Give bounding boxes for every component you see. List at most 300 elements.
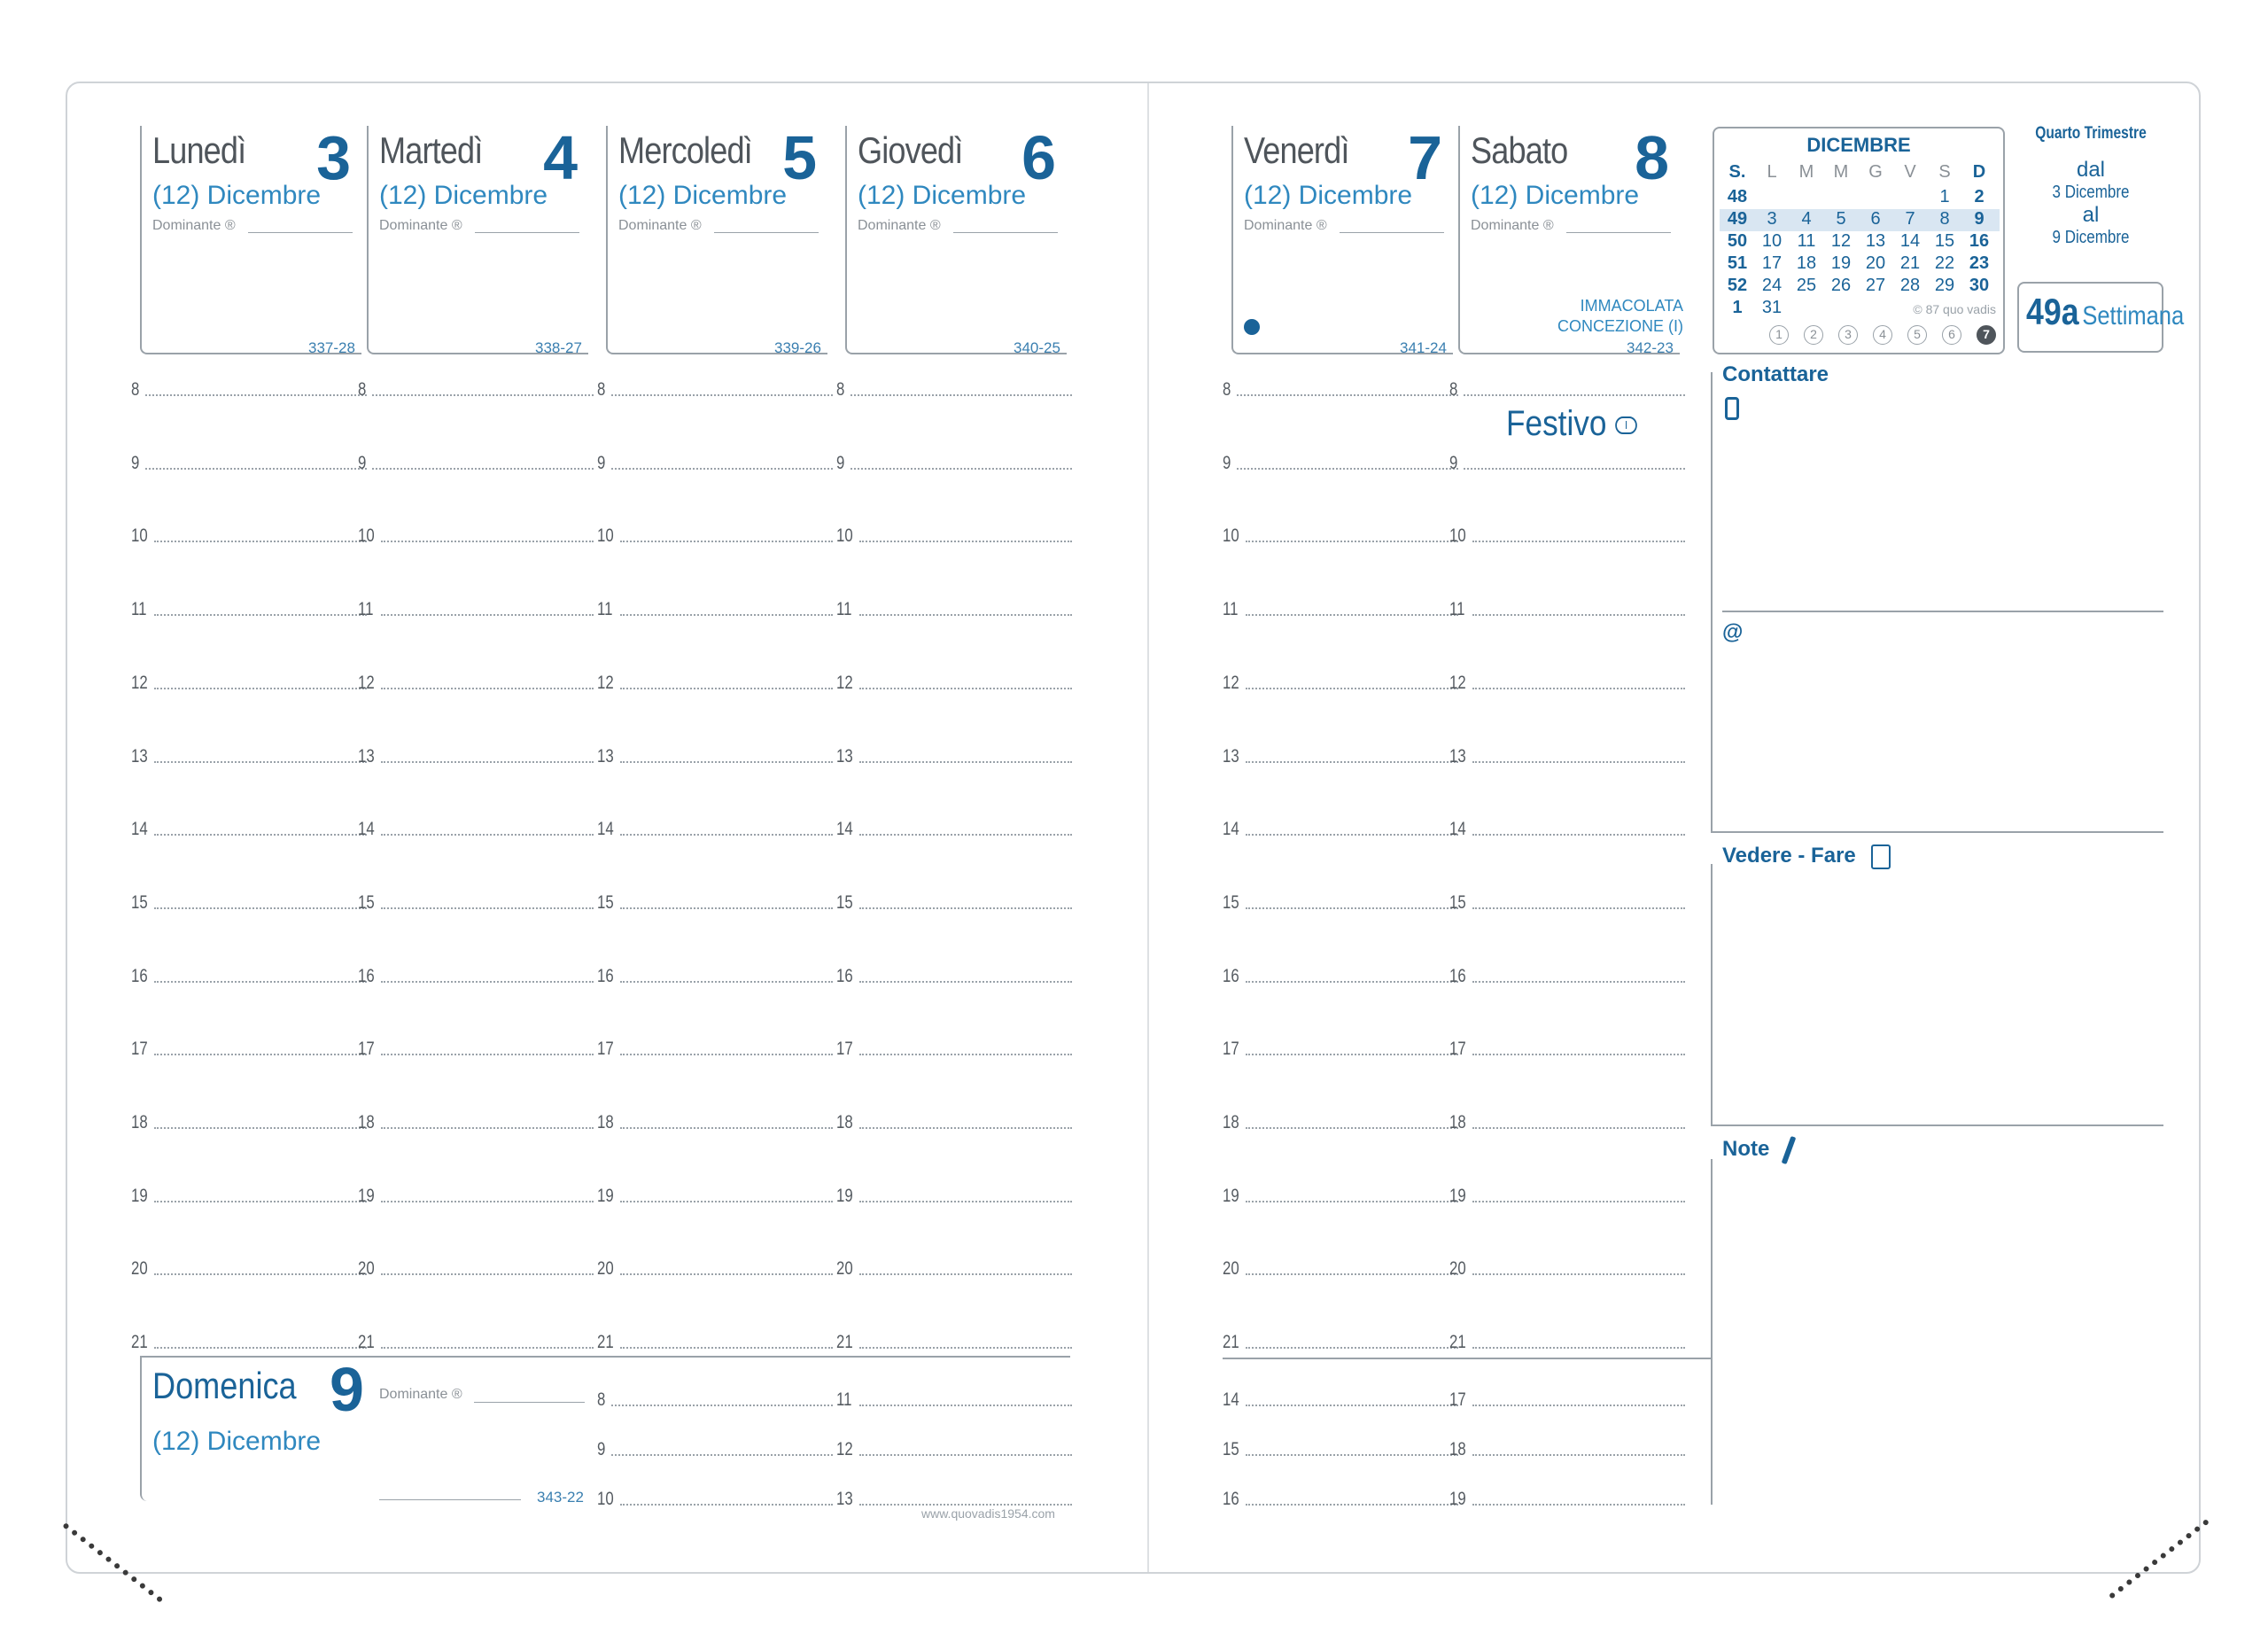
hour-slot[interactable] [358, 887, 597, 914]
hour-slot[interactable] [1449, 1253, 1689, 1280]
hour-slot[interactable] [1449, 447, 1689, 474]
day-cell: 28 [1899, 276, 1921, 295]
hour-line [620, 541, 833, 542]
hour-label: 8 [836, 379, 845, 400]
hour-line [381, 1347, 594, 1349]
hour-line [1472, 981, 1685, 983]
hour-line [1472, 907, 1685, 909]
sunday-hour-slot[interactable] [1449, 1483, 1689, 1510]
day-cell: 12 [1830, 231, 1852, 251]
hour-slot[interactable] [1449, 813, 1689, 840]
hour-line [1472, 541, 1685, 542]
hour-slot[interactable] [1449, 1327, 1689, 1353]
mini-calendar-copyright: © 87 quo vadis [1913, 302, 1996, 316]
hour-slot[interactable] [836, 1180, 1076, 1207]
hour-line [859, 761, 1072, 763]
contattare-heading: Contattare [1722, 362, 1829, 386]
hour-line [1246, 541, 1458, 542]
hour-label: 14 [1223, 819, 1239, 840]
hour-slot[interactable] [836, 1033, 1076, 1060]
hour-slot[interactable] [1449, 520, 1689, 547]
hour-slot[interactable] [358, 741, 597, 767]
hour-line [611, 394, 833, 396]
hour-slot[interactable] [597, 1327, 836, 1353]
hour-line [859, 1201, 1072, 1202]
hour-slot[interactable] [358, 1327, 597, 1353]
hour-label: 17 [1223, 1039, 1239, 1060]
hour-slot[interactable] [1449, 374, 1689, 401]
day-cell: 25 [1796, 276, 1817, 295]
hour-label: 11 [1223, 599, 1239, 620]
hour-line [154, 834, 367, 836]
hour-label: 8 [597, 379, 606, 400]
phone-icon [1725, 397, 1739, 420]
hour-slot[interactable] [597, 594, 836, 620]
sunday-hour-slot[interactable] [1223, 1434, 1462, 1460]
hour-line [1246, 1127, 1458, 1129]
weekday-circle: 7 [1977, 325, 1996, 345]
hour-label: 17 [1449, 1039, 1466, 1060]
hour-slot[interactable] [836, 667, 1076, 694]
hour-line [859, 981, 1072, 983]
hour-line [1237, 394, 1458, 396]
hour-slot[interactable] [131, 667, 370, 694]
hour-slot[interactable] [836, 1253, 1076, 1280]
hour-slot[interactable] [1223, 887, 1462, 914]
hour-slot[interactable] [597, 520, 836, 547]
hour-slot[interactable] [597, 813, 836, 840]
hour-line [381, 1054, 594, 1055]
at-rule [1711, 831, 2163, 833]
hour-line [154, 1054, 367, 1055]
hour-line [620, 907, 833, 909]
day-cell: 6 [1870, 209, 1881, 229]
sunday-hour-slot[interactable] [597, 1483, 836, 1510]
hour-label: 15 [131, 891, 148, 913]
hour-label: 15 [1223, 1439, 1239, 1459]
hour-line [1472, 1347, 1685, 1349]
sunday-dominante-line [474, 1402, 585, 1403]
quarter-from: 3 Dicembre [2052, 183, 2130, 202]
hour-line [1246, 1405, 1458, 1406]
mini-calendar-week [1720, 231, 2000, 253]
hour-line [1472, 688, 1685, 689]
hour-label: 11 [597, 599, 613, 620]
hour-label: 8 [131, 379, 140, 400]
day-cell: 30 [1969, 276, 1990, 295]
hour-slot[interactable] [131, 1033, 370, 1060]
sunday-dominante: Dominante ® [379, 1387, 462, 1402]
hour-slot[interactable] [131, 374, 370, 401]
hour-slot[interactable] [1223, 1327, 1462, 1353]
hour-label: 13 [1449, 745, 1466, 767]
hour-slot[interactable] [836, 1327, 1076, 1353]
hour-line [1246, 981, 1458, 983]
day-header-mercoledì [606, 123, 827, 354]
sunday-top-rule [140, 1356, 1070, 1358]
hour-slot[interactable] [358, 1107, 597, 1133]
hour-line [381, 688, 594, 689]
day-cell: 16 [1969, 231, 1990, 251]
hour-label: 18 [358, 1112, 375, 1132]
day-cell: 29 [1934, 276, 1955, 295]
hour-slot[interactable] [1223, 520, 1462, 547]
hour-line [620, 1504, 833, 1506]
hour-line [154, 541, 367, 542]
hour-line [611, 1454, 833, 1456]
hour-slot[interactable] [358, 594, 597, 620]
quarter-dal: dal [2076, 158, 2106, 182]
hour-slot[interactable] [1449, 594, 1689, 620]
hour-slot[interactable] [1223, 374, 1462, 401]
hour-line [372, 394, 594, 396]
hour-line [859, 1347, 1072, 1349]
hour-label: 17 [131, 1039, 148, 1060]
hour-label: 12 [836, 1439, 853, 1459]
day-number: 6 [1021, 123, 1056, 192]
hour-slot[interactable] [1223, 741, 1462, 767]
hour-slot[interactable] [836, 741, 1076, 767]
hour-label: 8 [597, 1389, 606, 1410]
hour-line [145, 394, 367, 396]
mini-calendar-week [1720, 276, 2000, 298]
hour-slot[interactable] [131, 520, 370, 547]
day-month: (12) Dicembre [379, 181, 548, 210]
hour-label: 13 [131, 745, 148, 767]
sunday-hour-slot[interactable] [836, 1384, 1076, 1411]
hour-slot[interactable] [836, 447, 1076, 474]
sunday-hour-slot[interactable] [1449, 1434, 1689, 1460]
day-header-martedì [367, 123, 588, 354]
week-label: Settimana [2082, 301, 2185, 331]
hour-line [859, 1454, 1072, 1456]
hour-slot[interactable] [131, 961, 370, 987]
hour-label: 12 [131, 672, 148, 693]
day-month: (12) Dicembre [858, 181, 1027, 210]
hour-slot[interactable] [597, 447, 836, 474]
hour-slot[interactable] [836, 374, 1076, 401]
mini-calendar-title: DICEMBRE [1806, 134, 1911, 156]
week-number-cell: 52 [1727, 276, 1748, 295]
dominante-line [1340, 232, 1444, 233]
hour-line [1472, 1273, 1685, 1275]
week-number-cell: 49 [1727, 209, 1748, 229]
hour-slot[interactable] [131, 1327, 370, 1353]
hour-label: 9 [597, 452, 606, 473]
hour-label: 19 [1449, 1489, 1466, 1509]
hour-line [859, 1054, 1072, 1055]
hour-slot[interactable] [358, 667, 597, 694]
hour-label: 21 [836, 1332, 853, 1353]
hour-label: 18 [131, 1112, 148, 1132]
sunday-hour-slot[interactable] [597, 1434, 836, 1460]
hour-label: 18 [597, 1112, 614, 1132]
hour-line [381, 981, 594, 983]
weekday-header: M [1798, 162, 1814, 182]
at-icon: @ [1722, 620, 1744, 644]
weekday-header: V [1904, 162, 1916, 182]
hour-slot[interactable] [1449, 741, 1689, 767]
hour-line [859, 614, 1072, 616]
hour-label: 13 [1223, 745, 1239, 767]
hour-slot[interactable] [1449, 1033, 1689, 1060]
day-cell: 7 [1905, 209, 1915, 229]
hour-line [154, 1347, 367, 1349]
hour-label: 12 [836, 672, 853, 693]
dominante-line [1566, 232, 1671, 233]
hour-slot[interactable] [597, 374, 836, 401]
weekday-circle: 6 [1942, 325, 1961, 345]
hour-line [1472, 1405, 1685, 1406]
hour-line [620, 614, 833, 616]
sunday-hour-slot[interactable] [836, 1434, 1076, 1460]
hour-slot[interactable] [131, 1180, 370, 1207]
day-cell: 17 [1761, 253, 1783, 273]
hour-line [1246, 761, 1458, 763]
hour-slot[interactable] [1449, 887, 1689, 914]
day-header-giovedì [845, 123, 1067, 354]
hour-slot[interactable] [597, 741, 836, 767]
hour-label: 11 [131, 599, 147, 620]
hour-line [381, 1201, 594, 1202]
week-number-cell: 51 [1727, 253, 1748, 273]
day-month: (12) Dicembre [1471, 181, 1640, 210]
day-cell: 20 [1865, 253, 1886, 273]
day-of-year: 341-24 [1400, 339, 1447, 356]
day-cell: 3 [1767, 209, 1777, 229]
hour-label: 21 [1223, 1332, 1239, 1353]
hour-line [381, 541, 594, 542]
hour-label: 11 [836, 599, 852, 620]
hour-label: 16 [1223, 1489, 1239, 1509]
hour-slot[interactable] [597, 1253, 836, 1280]
vedere-left-rule [1711, 864, 1713, 1125]
hour-label: 17 [597, 1039, 614, 1060]
hour-label: 19 [836, 1185, 853, 1206]
day-name: Venerdì [1244, 129, 1349, 171]
hour-line [381, 614, 594, 616]
hour-label: 9 [836, 452, 845, 473]
hour-slot[interactable] [836, 887, 1076, 914]
sunday-month: (12) Dicembre [152, 1427, 322, 1456]
hour-line [1472, 1054, 1685, 1055]
hour-slot[interactable] [597, 887, 836, 914]
hour-label: 19 [1449, 1185, 1466, 1206]
hour-label: 16 [597, 965, 614, 986]
hour-slot[interactable] [131, 813, 370, 840]
hour-slot[interactable] [358, 813, 597, 840]
hour-line [1472, 761, 1685, 763]
hour-slot[interactable] [358, 447, 597, 474]
hour-slot[interactable] [131, 447, 370, 474]
hour-slot[interactable] [836, 520, 1076, 547]
hour-slot[interactable] [358, 1180, 597, 1207]
hour-line [859, 1504, 1072, 1506]
hour-slot[interactable] [131, 594, 370, 620]
hour-label: 12 [358, 672, 375, 693]
dominante-line [248, 232, 353, 233]
hour-label: 19 [597, 1185, 614, 1206]
weekday-header: G [1868, 162, 1883, 182]
weekday-circle: 1 [1769, 325, 1789, 345]
day-cell: 9 [1974, 209, 1984, 229]
hour-slot[interactable] [1449, 1107, 1689, 1133]
hour-label: 9 [358, 452, 367, 473]
vedere-fare-heading: Vedere - Fare [1722, 844, 1856, 868]
sunday-doy-line [379, 1499, 521, 1500]
day-of-year: 338-27 [535, 339, 582, 356]
sunday-hour-slot[interactable] [597, 1384, 836, 1411]
hour-line [1246, 1273, 1458, 1275]
dominante-line [475, 232, 579, 233]
hour-line [1246, 1347, 1458, 1349]
hour-line [1472, 1504, 1685, 1506]
hour-label: 11 [358, 599, 374, 620]
hour-line [1246, 688, 1458, 689]
week-number-cell: 48 [1727, 187, 1748, 206]
hour-slot[interactable] [597, 961, 836, 987]
hour-slot[interactable] [597, 1033, 836, 1060]
sunday-hour-slot[interactable] [1449, 1384, 1689, 1411]
hour-label: 10 [1449, 525, 1466, 547]
hour-label: 19 [358, 1185, 375, 1206]
hour-line [620, 1273, 833, 1275]
hour-slot[interactable] [358, 961, 597, 987]
hour-slot[interactable] [1223, 1253, 1462, 1280]
day-month: (12) Dicembre [1244, 181, 1413, 210]
hour-line [145, 468, 367, 470]
hour-label: 16 [836, 965, 853, 986]
day-of-year: 339-26 [774, 339, 821, 356]
hour-line [381, 1127, 594, 1129]
hour-label: 9 [1449, 452, 1458, 473]
hour-slot[interactable] [358, 1033, 597, 1060]
hour-label: 14 [597, 819, 614, 840]
hour-slot[interactable] [358, 1253, 597, 1280]
hour-line [1246, 1504, 1458, 1506]
hour-slot[interactable] [131, 1107, 370, 1133]
hour-line [1246, 1054, 1458, 1055]
hour-slot[interactable] [131, 741, 370, 767]
hour-line [154, 761, 367, 763]
day-cell: 23 [1969, 253, 1990, 273]
hour-line [1237, 468, 1458, 470]
day-number: 3 [316, 123, 351, 192]
hour-label: 20 [836, 1258, 853, 1280]
hour-line [154, 614, 367, 616]
day-cell: 19 [1830, 253, 1852, 273]
hour-slot[interactable] [1223, 1033, 1462, 1060]
hour-label: 14 [1449, 819, 1466, 840]
dominante-label: Dominante ® [1471, 218, 1554, 233]
sunday-day-number: 9 [330, 1355, 364, 1424]
hour-label: 20 [597, 1258, 614, 1280]
hour-label: 9 [1223, 452, 1231, 473]
hour-label: 20 [131, 1258, 148, 1280]
sunday-hour-slot[interactable] [1223, 1384, 1462, 1411]
weekday-circle: 3 [1838, 325, 1858, 345]
week-number-box [2017, 282, 2185, 353]
hour-label: 8 [358, 379, 367, 400]
hour-label: 20 [1449, 1258, 1466, 1280]
hour-label: 9 [597, 1439, 606, 1459]
hour-label: 17 [1449, 1389, 1466, 1410]
hour-slot[interactable] [1223, 1180, 1462, 1207]
hour-slot[interactable] [1449, 961, 1689, 987]
contattare-rule [1722, 611, 2163, 612]
weekday-circle: 2 [1804, 325, 1823, 345]
hour-slot[interactable] [1449, 667, 1689, 694]
hour-label: 20 [1223, 1258, 1239, 1280]
sunday-day-name: Domenica [152, 1365, 297, 1406]
hour-slot[interactable] [1223, 961, 1462, 987]
day-cell: 2 [1974, 187, 1984, 206]
hour-label: 10 [131, 525, 148, 547]
hour-label: 18 [1223, 1112, 1239, 1132]
hour-slot[interactable] [1223, 447, 1462, 474]
day-cell: 10 [1761, 231, 1783, 251]
note-left-rule [1711, 1159, 1713, 1505]
hour-label: 12 [1449, 672, 1466, 693]
hour-slot[interactable] [597, 1107, 836, 1133]
hour-line [620, 761, 833, 763]
hour-label: 21 [597, 1332, 614, 1353]
hour-slot[interactable] [358, 374, 597, 401]
hour-label: 10 [358, 525, 375, 547]
sunday-hour-slot[interactable] [1223, 1483, 1462, 1510]
hour-line [859, 907, 1072, 909]
hour-slot[interactable] [836, 813, 1076, 840]
hour-line [1464, 394, 1685, 396]
hour-slot[interactable] [836, 1107, 1076, 1133]
hour-slot[interactable] [1223, 813, 1462, 840]
hour-slot[interactable] [836, 594, 1076, 620]
hour-line [620, 834, 833, 836]
day-cell: 22 [1934, 253, 1955, 273]
hour-line [859, 1273, 1072, 1275]
day-cell: 15 [1934, 231, 1955, 251]
day-cell: 1 [1939, 187, 1950, 206]
hour-slot[interactable] [358, 520, 597, 547]
hour-label: 8 [1223, 379, 1231, 400]
day-cell: 31 [1761, 298, 1783, 317]
hour-label: 15 [1223, 891, 1239, 913]
hour-label: 13 [836, 1489, 853, 1509]
hour-slot[interactable] [1449, 1180, 1689, 1207]
day-name: Martedì [379, 129, 483, 171]
hour-slot[interactable] [1223, 667, 1462, 694]
hour-label: 10 [597, 525, 614, 547]
hour-line [154, 907, 367, 909]
hour-label: 15 [358, 891, 375, 913]
weekday-header: S [1938, 162, 1951, 182]
dominante-label: Dominante ® [379, 218, 462, 233]
hour-slot[interactable] [1223, 594, 1465, 620]
right-bottom-rule [1223, 1358, 1713, 1359]
day-number: 8 [1635, 123, 1669, 192]
hour-label: 14 [1223, 1389, 1239, 1410]
hour-slot[interactable] [597, 667, 836, 694]
hour-slot[interactable] [1223, 1107, 1462, 1133]
day-cell: 11 [1797, 231, 1816, 251]
hour-label: 9 [131, 452, 140, 473]
hour-label: 16 [131, 965, 148, 986]
hour-slot[interactable] [131, 887, 370, 914]
hour-slot[interactable] [597, 1180, 836, 1207]
hour-slot[interactable] [836, 961, 1076, 987]
hour-slot[interactable] [131, 1253, 370, 1280]
hour-label: 10 [836, 525, 853, 547]
